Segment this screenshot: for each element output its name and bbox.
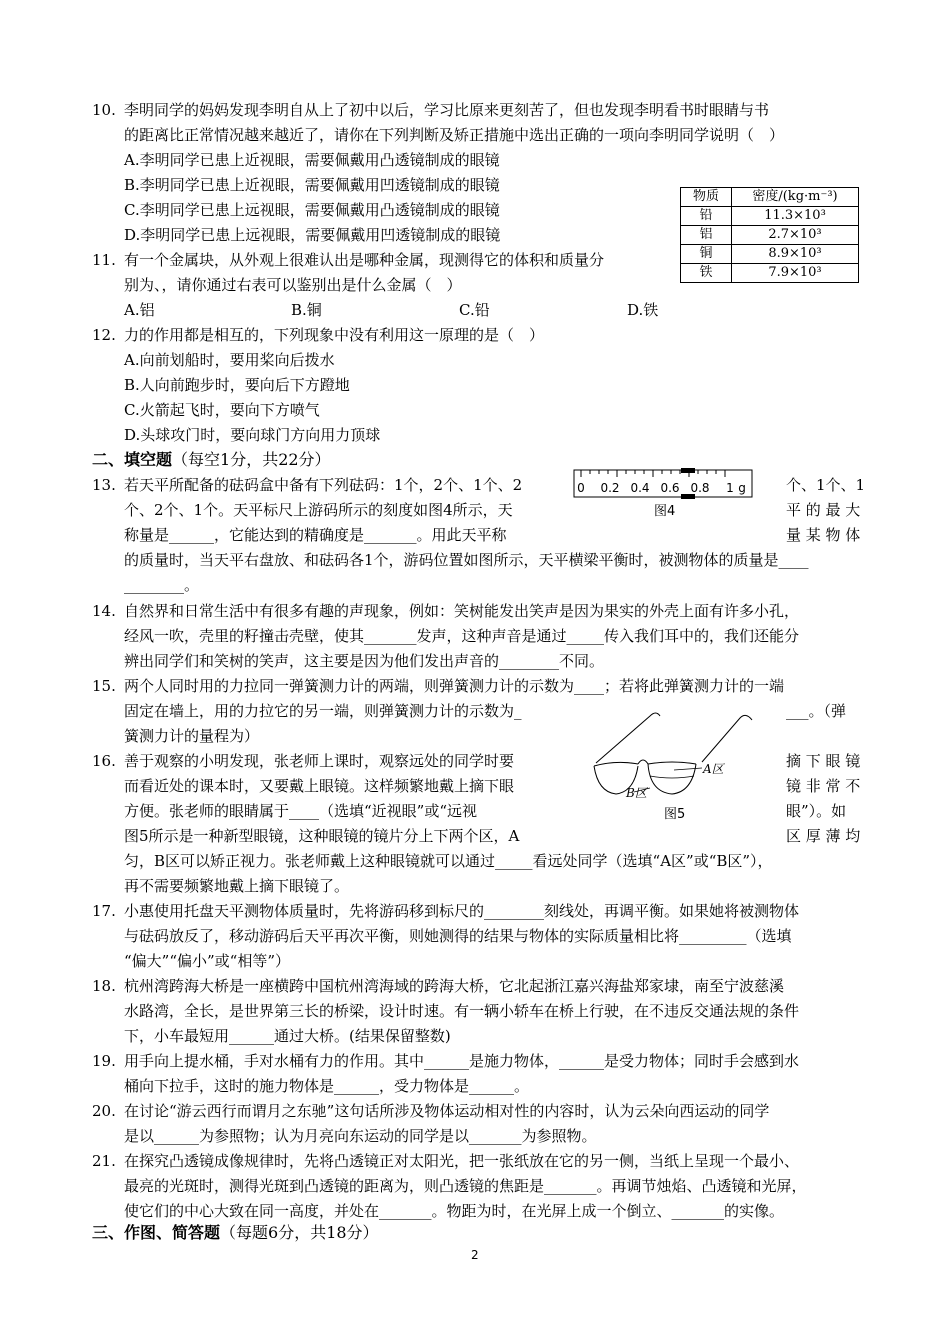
ruler-tick-label: 0.8 [690, 481, 710, 495]
question-text: 图5所示是一种新型眼镜，这种眼镜的镜片分上下两个区，A [124, 827, 520, 845]
question-number: 20. [92, 1102, 116, 1120]
question-text: 水路湾，全长，是世界第三长的桥梁，设计时速。有一辆小轿车在桥上行驶，在不违反交通法规的条件 [124, 1002, 800, 1020]
question-text: 个、2个、1个。天平标尺上游码所示的刻度如图4所示，天 [124, 501, 513, 519]
section-title: 三、作图、简答题 [92, 1223, 221, 1242]
ruler-tick-label: 0 [577, 481, 585, 495]
question-number: 11. [92, 251, 116, 269]
option-d: D.铁 [627, 301, 659, 319]
table-cell: 铜 [681, 245, 732, 264]
question-text-right: 眼”）。如 [786, 802, 847, 820]
rider-top [681, 468, 695, 473]
question-number: 10. [92, 101, 116, 119]
question-text: 与砝码放反了，移动游码后天平再次平衡，则她测得的结果与物体的实际质量相比将_________（选填 [124, 927, 792, 945]
question-number: 12. [92, 326, 116, 344]
option-b: B.铜 [291, 301, 322, 319]
question-text: 固定在墙上，用的力拉它的另一端，则弹簧测力计的示数为_ [124, 702, 522, 720]
question-text: 簧测力计的量程为） [124, 727, 260, 745]
option-b: B.李明同学已患上近视眼，需要佩戴用凹透镜制成的眼镜 [124, 176, 500, 194]
question-text-right: 区 厚 薄 均 [786, 827, 861, 845]
section-note: （每空1分，共22分） [172, 450, 331, 469]
question-text: 在讨论“游云西行而谓月之东驰”这句话所涉及物体运动相对性的内容时，认为云朵向西运动的同学 [124, 1102, 770, 1120]
table-row [681, 264, 859, 283]
question-number: 15. [92, 677, 116, 695]
option-c: C.火箭起飞时，要向下方喷气 [124, 401, 320, 419]
table-cell: 铅 [681, 207, 732, 226]
question-text: 杭州湾跨海大桥是一座横跨中国杭州湾海域的跨海大桥，它北起浙江嘉兴海盐郑家埭，南至宁波慈溪 [124, 977, 785, 995]
question-text: 别为、，请你通过右表可以鉴别出是什么金属（ ） [124, 276, 462, 294]
question-text: 称量是______，它能达到的精确度是_______。用此天平称 [124, 526, 507, 544]
question-number: 13. [92, 476, 116, 494]
question-text-right: 个、1个、1 [786, 476, 866, 494]
question-number: 17. [92, 902, 116, 920]
table-cell: 7.9×10³ [732, 264, 859, 283]
question-text: 是以______为参照物；认为月亮向东运动的同学是以_______为参照物。 [124, 1127, 597, 1145]
question-text: “偏大”“偏小”或“相等”） [124, 952, 291, 970]
question-text-right: 摘 下 眼 镜 [786, 752, 861, 770]
option-c: C.李明同学已患上远视眼，需要佩戴用凸透镜制成的眼镜 [124, 201, 500, 219]
ruler-tick-label: 1 [726, 481, 734, 495]
table-header-cell: 物质 [681, 188, 732, 207]
question-text: 的距离比正常情况越来越近了，请你在下列判断及矫正措施中选出正确的一项向李明同学说明（ ） [124, 126, 785, 144]
section-heading [92, 449, 331, 471]
option-a: A.向前划船时，要用桨向后拨水 [124, 351, 335, 369]
ruler-tick-label: 0.2 [600, 481, 620, 495]
page-number: 2 [471, 1248, 479, 1262]
question-text: 再不需要频繁地戴上摘下眼镜了。 [124, 877, 350, 895]
figure-caption: 图4 [654, 504, 676, 519]
table-cell: 2.7×10³ [732, 226, 859, 245]
question-text: 用手向上提水桶，手对水桶有力的作用。其中______是施力物体，______是受力物体；同时手会感到水 [124, 1052, 800, 1070]
lens-zone-b-label: B区 [626, 786, 647, 800]
lens-zone-a-label: A区 [703, 762, 724, 776]
ruler-tick-label: 0.6 [660, 481, 680, 495]
table-row [681, 245, 859, 264]
section-note: （每题6分，共18分） [220, 1223, 379, 1242]
question-text-right: 量 某 物 体 [786, 526, 861, 544]
table-cell: 11.3×10³ [732, 207, 859, 226]
question-text-right: ___。（弹 [786, 702, 847, 720]
question-text: 而看近处的课本时，又要戴上眼镜。这样频繁地戴上摘下眼 [124, 777, 515, 795]
density-table [680, 187, 859, 283]
question-number: 21. [92, 1152, 116, 1170]
question-text: 匀，B区可以矫正视力。张老师戴上这种眼镜就可以通过_____看远处同学（选填“A区”或“B区”）， [124, 852, 773, 870]
ruler-unit-label: g [738, 481, 746, 495]
ruler-tick-label: 0.4 [630, 481, 650, 495]
question-text: 若天平所配备的砝码盒中备有下列砝码：1个，2个、1个、2 [124, 476, 523, 494]
question-text: 有一个金属块，从外观上很难认出是哪种金属，现测得它的体积和质量分 [124, 251, 605, 269]
question-text: 经风一吹，壳里的籽撞击壳壁，使其_______发声，这种声音是通过_____传入我们耳中的，我们还能分 [124, 627, 800, 645]
question-text: 使它们的中心大致在同一高度，并处在_______。物距为时，在光屏上成一个倒立、_______的实像。 [124, 1202, 785, 1220]
option-a: A.铝 [124, 301, 155, 319]
question-number: 19. [92, 1052, 116, 1070]
table-header-row [681, 188, 859, 207]
question-text: 下，小车最短用______通过大桥。(结果保留整数) [124, 1027, 451, 1045]
table-row [681, 207, 859, 226]
section-heading [92, 1222, 379, 1244]
question-text: 小惠使用托盘天平测物体质量时，先将游码移到标尺的________刻线处，再调平衡。如果她将被测物体 [124, 902, 800, 920]
question-text: 两个人同时用的力拉同一弹簧测力计的两端，则弹簧测力计的示数为____；若将此弹簧测力计的一端 [124, 677, 785, 695]
question-text: 的质量时，当天平右盘放、和砝码各1个，游码位置如图所示，天平横梁平衡时，被测物体的质量是____ [124, 551, 809, 569]
question-number: 16. [92, 752, 116, 770]
table-row [681, 226, 859, 245]
question-text: ________。 [124, 576, 200, 594]
question-text: 善于观察的小明发现，张老师上课时，观察远处的同学时要 [124, 752, 515, 770]
table-cell: 铁 [681, 264, 732, 283]
option-d: D.头球攻门时，要向球门方向用力顶球 [124, 426, 381, 444]
question-number: 18. [92, 977, 116, 995]
section-title: 二、填空题 [92, 450, 173, 469]
option-b: B.人向前跑步时，要向后下方蹬地 [124, 376, 350, 394]
question-text-right: 镜 非 常 不 [786, 777, 861, 795]
question-text: 力的作用都是相互的，下列现象中没有利用这一原理的是（ ） [124, 326, 545, 344]
question-text: 在探究凸透镜成像规律时，先将凸透镜正对太阳光，把一张纸放在它的另一侧，当纸上呈现一个最小、 [124, 1152, 800, 1170]
question-text-right: 平 的 最 大 [786, 501, 861, 519]
option-a: A.李明同学已患上近视眼，需要佩戴用凸透镜制成的眼镜 [124, 151, 500, 169]
question-number: 14. [92, 602, 116, 620]
figure-caption: 图5 [664, 807, 686, 822]
option-d: D.李明同学已患上远视眼，需要佩戴用凹透镜制成的眼镜 [124, 226, 501, 244]
question-text: 辨出同学们和笑树的笑声，这主要是因为他们发出声音的________不同。 [124, 652, 605, 670]
table-header-cell: 密度/(kg·m⁻³) [732, 188, 859, 207]
table-cell: 铝 [681, 226, 732, 245]
question-text: 自然界和日常生活中有很多有趣的声现象，例如：笑树能发出笑声是因为果实的外壳上面有许多小孔， [124, 602, 800, 620]
question-text: 桶向下拉手，这时的施力物体是______，受力物体是______。 [124, 1077, 530, 1095]
question-text: 李明同学的妈妈发现李明自从上了初中以后，学习比原来更刻苦了，但也发现李明看书时眼睛与书 [124, 101, 770, 119]
table-cell: 8.9×10³ [732, 245, 859, 264]
question-text: 方便。张老师的眼睛属于____（选填“近视眼”或“远视 [124, 802, 478, 820]
option-c: C.铅 [459, 301, 490, 319]
question-text: 最亮的光斑时，测得光斑到凸透镜的距离为，则凸透镜的焦距是_______。再调节烛焰、凸透镜和光屏， [124, 1177, 807, 1195]
